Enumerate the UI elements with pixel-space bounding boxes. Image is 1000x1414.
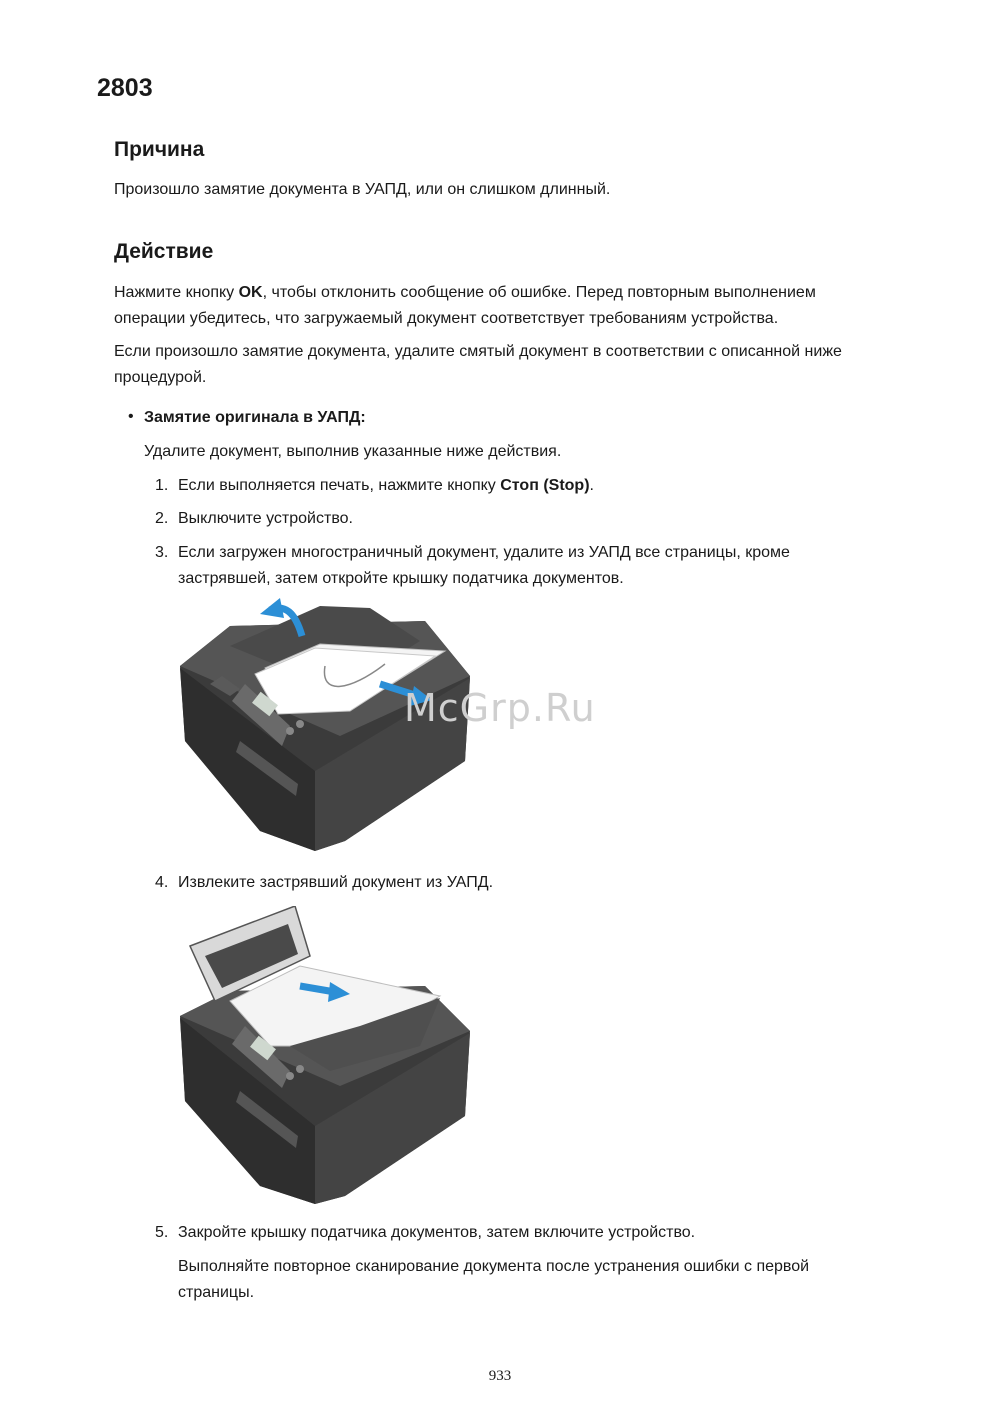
action-heading: Действие — [114, 240, 214, 263]
step-4-number: 4. — [155, 874, 169, 891]
cause-heading: Причина — [114, 138, 205, 161]
step-3-text-line-2: застрявшей, затем откройте крышку податчика документов. — [178, 570, 624, 587]
stop-button-name: Стоп (Stop) — [500, 477, 590, 494]
step-1-number: 1. — [155, 477, 169, 494]
step-1-text: Если выполняется печать, нажмите кнопку Стоп (Stop). — [178, 477, 594, 494]
step-5-note-line-1: Выполняйте повторное сканирование документа после устранения ошибки с первой — [178, 1258, 810, 1275]
action-paragraph-1-line-2: операции убедитесь, что загружаемый документ соответствует требованиям устройства. — [114, 310, 779, 327]
step-5-note-line-2: страницы. — [178, 1284, 255, 1301]
step-2-text: Выключите устройство. — [178, 510, 353, 527]
ok-button-name: OK — [238, 284, 263, 301]
watermark: McGrp.Ru — [404, 686, 596, 730]
page-number: 933 — [488, 1368, 512, 1384]
step-3-number: 3. — [155, 544, 169, 561]
step-5-number: 5. — [155, 1224, 169, 1241]
step-4-text: Извлеките застрявший документ из УАПД. — [178, 874, 494, 891]
step-3-text-line-1: Если загружен многостраничный документ, удалите из УАПД все страницы, кроме — [178, 544, 790, 561]
printer-adf-open-illustration — [170, 906, 480, 1206]
bullet-title: Замятие оригинала в УАПД: — [144, 409, 366, 426]
action-paragraph-2-line-1: Если произошло замятие документа, удалите смятый документ в соответствии с описанной ниже — [114, 343, 842, 360]
error-code-heading: 2803 — [97, 74, 153, 102]
action-paragraph-1-line-1: Нажмите кнопку OK, чтобы отклонить сообщение об ошибке. Перед повторным выполнением — [114, 284, 816, 301]
cause-text: Произошло замятие документа в УАПД, или он слишком длинный. — [114, 181, 611, 198]
bullet-intro: Удалите документ, выполнив указанные ниже действия. — [144, 443, 562, 460]
step-5-text: Закройте крышку податчика документов, затем включите устройство. — [178, 1224, 696, 1241]
bullet-dot: • — [128, 408, 134, 425]
step-2-number: 2. — [155, 510, 169, 527]
action-paragraph-2-line-2: процедурой. — [114, 369, 207, 386]
